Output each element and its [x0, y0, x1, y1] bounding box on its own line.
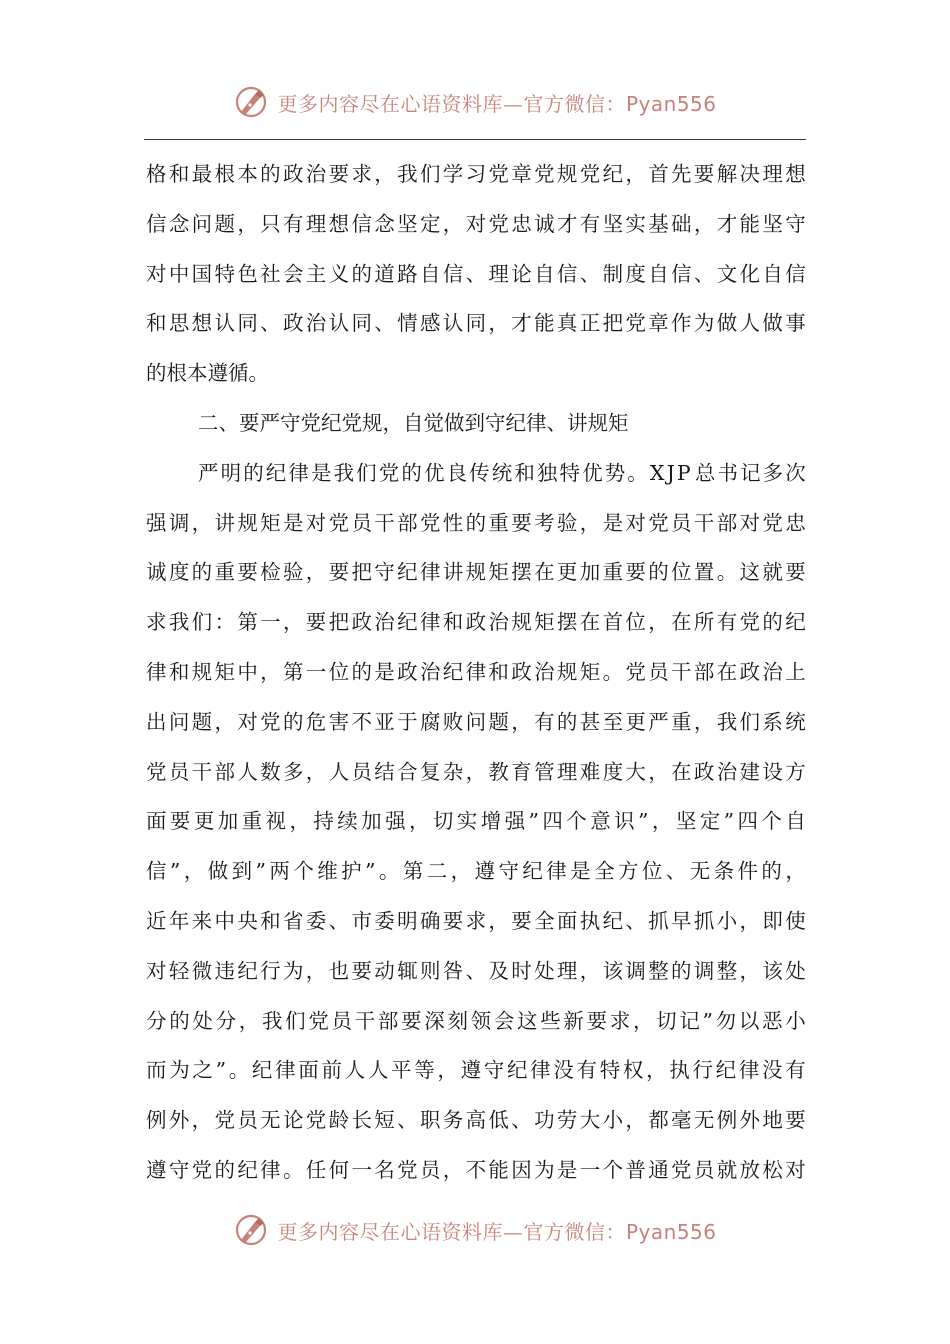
header-banner-label: 更多内容尽在心语资料库—官方微信： — [277, 91, 626, 116]
text-line: 信 念 问 题 ， 只 有 理 想 信 念 坚 定 ， 对 党 忠 诚 才 有 坚 实 基 础 ， 才 能 坚 守 — [146, 211, 806, 236]
text-line: 强 调 ， 讲 规 矩 是 对 党 员 干 部 党 性 的 重 要 考 验 ， 是 对 党 员 干 部 对 党 忠 — [146, 510, 806, 535]
header-banner — [0, 80, 950, 124]
header-banner-text — [277, 88, 716, 117]
text-line: 面 要 更 加 重 视 ， 持 续 加 强 ， 切 实 增 强 ” 四 个 意 识 ” ， 坚 定 ” 四 个 自 — [146, 809, 806, 834]
text-line: 诚 度 的 重 要 检 验 ， 要 把 守 纪 律 讲 规 矩 摆 在 更 加 重 要 的 位 置 。 这 就 要 — [146, 560, 806, 585]
text-line: 例 外 ， 党 员 无 论 党 龄 长 短 、 职 务 高 低 、 功 劳 大 小 ， 都 毫 无 例 外 地 要 — [146, 1108, 806, 1133]
section-heading: 二、要严守党纪党规，自觉做到守纪律、讲规矩 — [198, 410, 629, 435]
text-line: 出 问 题 ， 对 党 的 危 害 不 亚 于 腐 败 问 题 ， 有 的 甚 至 更 严 重 ， 我 们 系 统 — [146, 709, 806, 734]
text-line: 对 中 国 特 色 社 会 主 义 的 道 路 自 信 、 理 论 自 信 、 制 度 自 信 、 文 化 自 信 — [146, 261, 806, 286]
pen-nib-logo-icon — [233, 1212, 269, 1248]
text-line: 对 轻 微 违 纪 行 为 ， 也 要 动 辄 则 咎 、 及 时 处 理 ， 该 调 整 的 调 整 ， 该 处 — [146, 958, 806, 983]
text-line: 格 和 最 根 本 的 政 治 要 求 ， 我 们 学 习 党 章 党 规 党 纪 ， 首 先 要 解 决 理 想 — [146, 162, 806, 186]
text-line: 和 思 想 认 同 、 政 治 认 同 、 情 感 认 同 ， 才 能 真 正 把 党 章 作 为 做 人 做 事 — [146, 311, 806, 336]
pen-nib-logo-icon — [233, 84, 269, 120]
text-line: 而 为 之 ” 。 纪 律 面 前 人 人 平 等 ， 遵 守 纪 律 没 有 特 权 ， 执 行 纪 律 没 有 — [146, 1058, 806, 1083]
text-line: 近 年 来 中 央 和 省 委 、 市 委 明 确 要 求 ， 要 全 面 执 纪 、 抓 早 抓 小 ， 即 使 — [146, 908, 806, 933]
text-line: 信 ” ， 做 到 ” 两 个 维 护 ” 。 第 二 ， 遵 守 纪 律 是 全 方 位 、 无 条 件 的 ， — [146, 859, 806, 884]
footer-banner-text — [277, 1216, 716, 1245]
text-line: 律 和 规 矩 中 ， 第 一 位 的 是 政 治 纪 律 和 政 治 规 矩 。 党 员 干 部 在 政 治 上 — [146, 659, 806, 684]
footer-banner — [0, 1208, 950, 1252]
text-line: 党 员 干 部 人 数 多 ， 人 员 结 合 复 杂 ， 教 育 管 理 难 度 大 ， 在 政 治 建 设 方 — [146, 759, 806, 784]
footer-wechat-id: Pyan556 — [625, 1219, 717, 1244]
document-body — [146, 150, 806, 1196]
text-line: 遵 守 党 的 纪 律 。 任 何 一 名 党 员 ， 不 能 因 为 是 一 个 普 通 党 员 就 放 松 对 — [146, 1157, 806, 1182]
text-line: 分 的 处 分 ， 我 们 党 员 干 部 要 深 刻 领 会 这 些 新 要 求 ， 切 记 ” 勿 以 恶 小 — [146, 1008, 806, 1033]
footer-banner-label: 更多内容尽在心语资料库—官方微信： — [277, 1219, 626, 1244]
text-line: 严 明 的 纪 律 是 我 们 党 的 优 良 传 统 和 独 特 优 势 。 X J P 总 书 记 多 次 — [198, 460, 806, 485]
text-line: 的根本遵循。 — [146, 361, 269, 386]
header-wechat-id: Pyan556 — [625, 91, 717, 116]
text-line: 求 我 们 ： 第 一 ， 要 把 政 治 纪 律 和 政 治 规 矩 摆 在 首 位 ， 在 所 有 党 的 纪 — [146, 610, 806, 635]
header-divider — [144, 139, 806, 140]
